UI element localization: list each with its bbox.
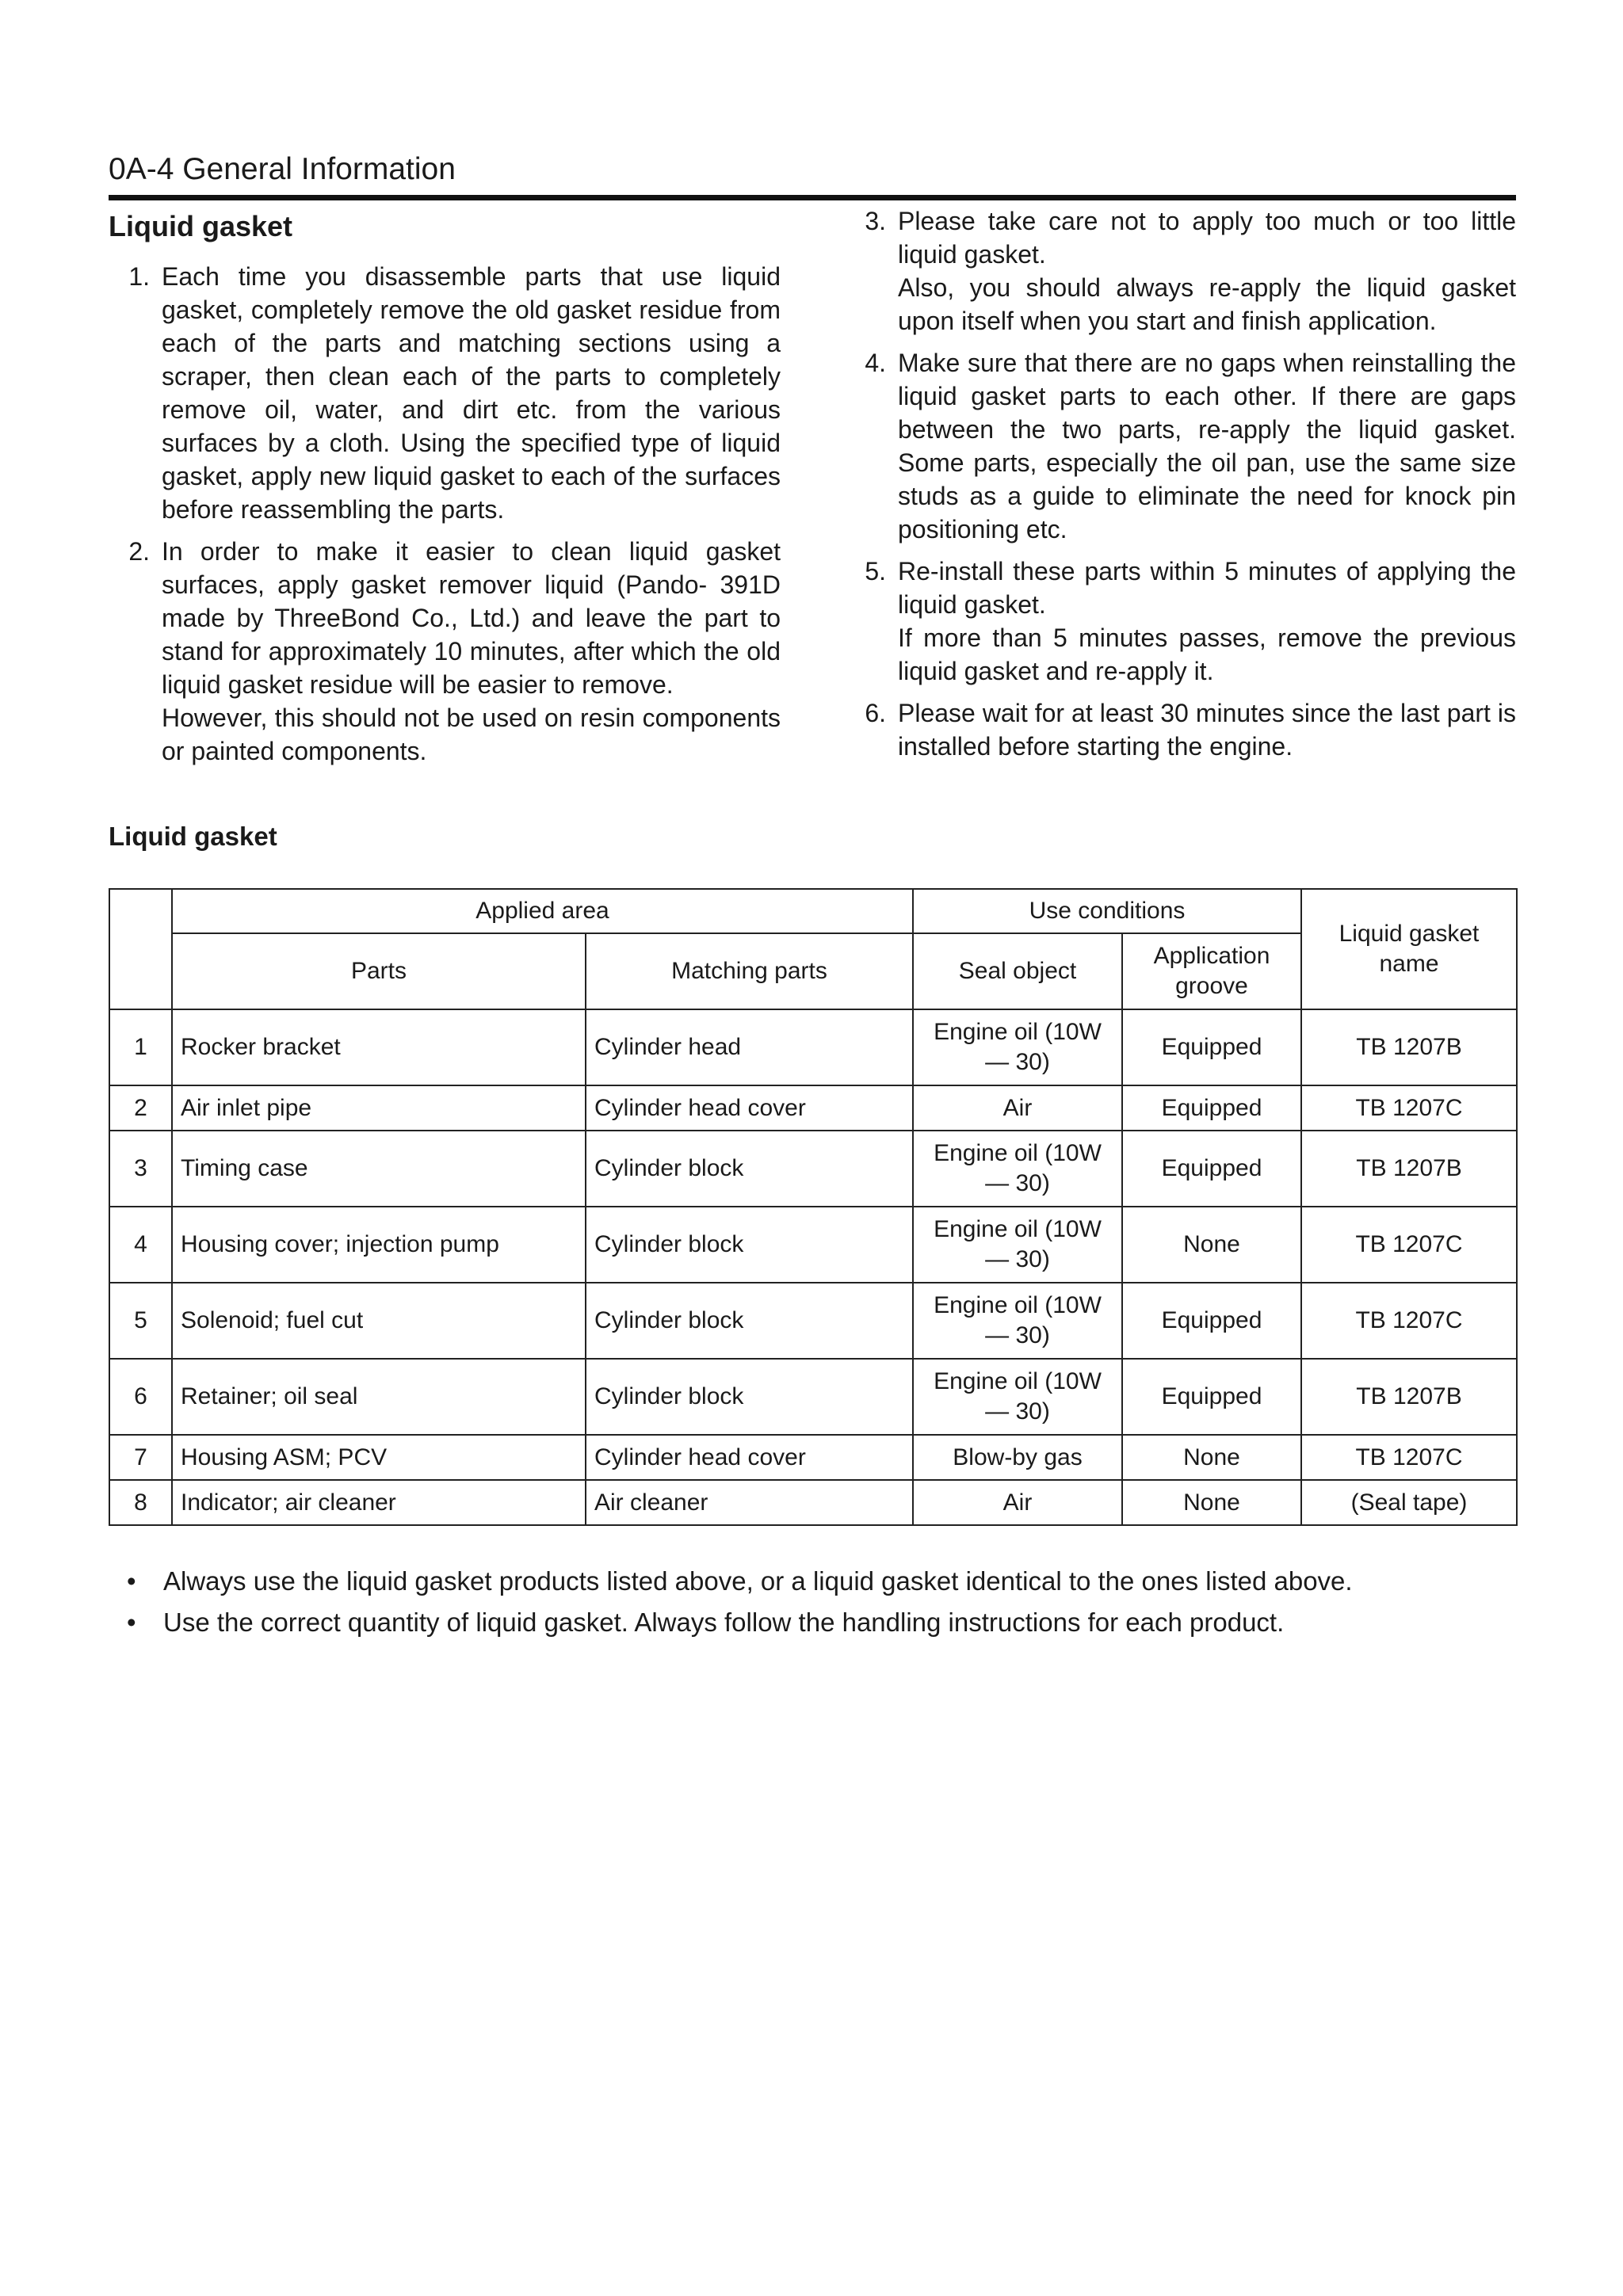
step-text: If more than 5 minutes passes, remove the previous liquid gasket and re-apply it. [898, 624, 1516, 685]
cell-application-groove: None [1122, 1207, 1301, 1283]
step-text: Please wait for at least 30 minutes since the last part is installed before starting the engine. [898, 699, 1516, 761]
table-row [109, 1283, 1517, 1359]
note-item [127, 1606, 1516, 1639]
page-header [109, 143, 1516, 200]
cell-gasket-name: TB 1207B [1301, 1009, 1517, 1085]
cell-seal-object: Engine oil (10W — 30) [913, 1009, 1122, 1085]
bullet-icon: • [127, 1608, 136, 1637]
page-title: 0A-4 General Information [109, 152, 456, 186]
instruction-step [850, 346, 1516, 546]
cell-matching-parts: Cylinder block [586, 1359, 913, 1435]
notes-list [127, 1565, 1516, 1647]
header-seal-object: Seal object [913, 933, 1122, 1009]
left-column [109, 204, 781, 776]
cell-parts: Air inlet pipe [172, 1085, 586, 1131]
header-applied-area: Applied area [172, 889, 913, 933]
instruction-list-right [850, 204, 1516, 763]
note-item [127, 1565, 1516, 1598]
cell-gasket-name: TB 1207B [1301, 1131, 1517, 1207]
step-number: 6. [865, 699, 886, 727]
cell-gasket-name: TB 1207B [1301, 1359, 1517, 1435]
cell-matching-parts: Cylinder head cover [586, 1435, 913, 1480]
table-caption: Liquid gasket [109, 822, 277, 851]
cell-matching-parts: Cylinder block [586, 1207, 913, 1283]
cell-seal-object: Air [913, 1480, 1122, 1525]
cell-no: 6 [109, 1359, 172, 1435]
cell-no: 1 [109, 1009, 172, 1085]
header-use-conditions: Use conditions [913, 889, 1301, 933]
cell-application-groove: Equipped [1122, 1009, 1301, 1085]
cell-seal-object: Engine oil (10W — 30) [913, 1283, 1122, 1359]
step-text: Also, you should always re-apply the liquid gasket upon itself when you start and finish application. [898, 273, 1516, 335]
step-number: 2. [128, 537, 150, 566]
step-text: Each time you disassemble parts that use liquid gasket, completely remove the old gasket residue from each of the parts and matching sections using a scraper, then clean each of the parts to completely remove oil, water, and dirt etc. from the various surfaces by a cloth. Using the specified type of liquid gasket, apply new liquid gasket to each of the surfaces before reassembling the parts. [162, 262, 781, 524]
cell-seal-object: Engine oil (10W — 30) [913, 1359, 1122, 1435]
header-number-cell [109, 889, 172, 1009]
cell-no: 2 [109, 1085, 172, 1131]
cell-seal-object: Air [913, 1085, 1122, 1131]
note-text: Use the correct quantity of liquid gasket. Always follow the handling instructions for each product. [163, 1608, 1285, 1637]
instruction-step [109, 535, 781, 768]
header-parts: Parts [172, 933, 586, 1009]
cell-gasket-name: (Seal tape) [1301, 1480, 1517, 1525]
table-header-row [109, 889, 1517, 933]
table-row [109, 1207, 1517, 1283]
cell-application-groove: Equipped [1122, 1131, 1301, 1207]
cell-application-groove: Equipped [1122, 1359, 1301, 1435]
step-text: In order to make it easier to clean liquid gasket surfaces, apply gasket remover liquid (Pando- 391D made by ThreeBond Co., Ltd.) and leave the part to stand for approximately 10 minutes, after which the old liquid gasket residue will be easier to remove. [162, 537, 781, 699]
cell-parts: Indicator; air cleaner [172, 1480, 586, 1525]
cell-no: 3 [109, 1131, 172, 1207]
cell-matching-parts: Cylinder block [586, 1283, 913, 1359]
instruction-list-left [109, 260, 781, 768]
cell-gasket-name: TB 1207C [1301, 1207, 1517, 1283]
cell-parts: Housing ASM; PCV [172, 1435, 586, 1480]
cell-application-groove: None [1122, 1480, 1301, 1525]
step-number: 4. [865, 349, 886, 377]
step-text: Make sure that there are no gaps when reinstalling the liquid gasket parts to each other. If there are gaps between the two parts, re-apply the liquid gasket. Some parts, especially the oil pan, use the same size studs as a guide to eliminate the need for knock pin positioning etc. [898, 349, 1516, 543]
cell-seal-object: Engine oil (10W — 30) [913, 1131, 1122, 1207]
table-row [109, 1085, 1517, 1131]
cell-application-groove: None [1122, 1435, 1301, 1480]
section-title: Liquid gasket [109, 210, 293, 242]
cell-parts: Housing cover; injection pump [172, 1207, 586, 1283]
cell-matching-parts: Cylinder head [586, 1009, 913, 1085]
step-number: 5. [865, 557, 886, 585]
cell-parts: Solenoid; fuel cut [172, 1283, 586, 1359]
cell-no: 5 [109, 1283, 172, 1359]
cell-application-groove: Equipped [1122, 1283, 1301, 1359]
instruction-step [109, 260, 781, 526]
step-text: Re-install these parts within 5 minutes of applying the liquid gasket. [898, 557, 1516, 619]
instruction-step [850, 696, 1516, 763]
cell-matching-parts: Air cleaner [586, 1480, 913, 1525]
header-matching-parts: Matching parts [586, 933, 913, 1009]
instruction-step [850, 204, 1516, 338]
cell-seal-object: Blow-by gas [913, 1435, 1122, 1480]
cell-parts: Retainer; oil seal [172, 1359, 586, 1435]
right-column [850, 204, 1516, 772]
cell-parts: Timing case [172, 1131, 586, 1207]
cell-application-groove: Equipped [1122, 1085, 1301, 1131]
cell-no: 8 [109, 1480, 172, 1525]
cell-matching-parts: Cylinder block [586, 1131, 913, 1207]
table-row [109, 1480, 1517, 1525]
table-row [109, 1131, 1517, 1207]
header-application-groove: Application groove [1122, 933, 1301, 1009]
cell-no: 7 [109, 1435, 172, 1480]
liquid-gasket-table [109, 888, 1518, 1526]
note-text: Always use the liquid gasket products listed above, or a liquid gasket identical to the ones listed above. [163, 1566, 1353, 1596]
cell-gasket-name: TB 1207C [1301, 1283, 1517, 1359]
cell-matching-parts: Cylinder head cover [586, 1085, 913, 1131]
cell-gasket-name: TB 1207C [1301, 1435, 1517, 1480]
cell-seal-object: Engine oil (10W — 30) [913, 1207, 1122, 1283]
cell-gasket-name: TB 1207C [1301, 1085, 1517, 1131]
cell-no: 4 [109, 1207, 172, 1283]
table-row [109, 1359, 1517, 1435]
instruction-step [850, 555, 1516, 688]
table-row [109, 1435, 1517, 1480]
bullet-icon: • [127, 1566, 136, 1596]
header-gasket-name: Liquid gasket name [1301, 889, 1517, 1009]
table-row [109, 1009, 1517, 1085]
step-number: 1. [128, 262, 150, 291]
cell-parts: Rocker bracket [172, 1009, 586, 1085]
step-text: However, this should not be used on resin components or painted components. [162, 704, 781, 765]
step-text: Please take care not to apply too much or too little liquid gasket. [898, 207, 1516, 269]
step-number: 3. [865, 207, 886, 235]
